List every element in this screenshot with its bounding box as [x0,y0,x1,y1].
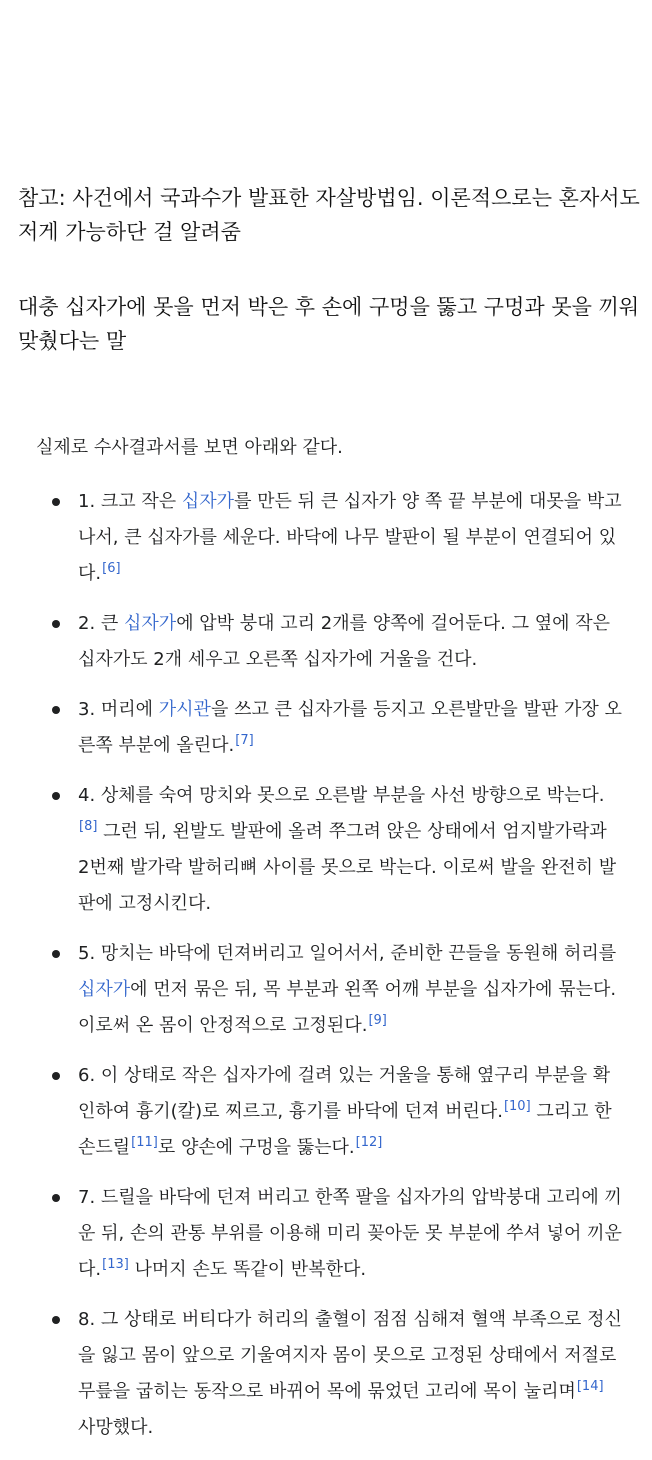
bullet-dot [52,1316,60,1324]
item-text: 에 먼저 묶은 뒤, 목 부분과 왼쪽 어깨 부분을 십자가에 묶는다. 이로써 온 몸이 안정적으로 고정된다. [78,979,617,1036]
item-text: 1. 크고 작은 [78,491,182,512]
list-item [0,606,652,678]
item-text: 을 쓰고 큰 십자가를 등지고 오른발만을 발판 가장 오른쪽 부분에 올린다. [78,699,622,756]
citation-link[interactable]: [8] [79,819,98,834]
cross-link[interactable]: 십자가 [124,613,177,634]
bullet-dot [52,498,60,506]
citation-link[interactable]: [6] [102,561,121,576]
item-text: 5. 망치는 바닥에 던져버리고 일어서서, 준비한 끈들을 동원해 허리를 [78,943,617,964]
note-line-2: 대충 십자가에 못을 먼저 박은 후 손에 구멍을 뚫고 구멍과 못을 끼워 맞췄다는 말 [18,295,640,353]
item-text: 8. 그 상태로 버티다가 허리의 출혈이 점점 심해져 혈액 부족으로 정신을 잃고 몸이 앞으로 기울여지자 몸이 못으로 고정된 상태에서 저절로 무릎을 굽히는 동작으로 바뀌어 목에 묶었던 고리에 목이 눌리며 [78,1309,622,1402]
bullet-dot [52,950,60,958]
bullet-dot [52,1072,60,1080]
citation-link[interactable]: [13] [102,1257,129,1272]
citation-link[interactable]: [7] [235,733,254,748]
item-text: 사망했다. [78,1417,154,1438]
citation-link[interactable]: [10] [503,1099,531,1114]
item-text: 2. 큰 [78,613,125,634]
citation-link[interactable]: [9] [368,1013,387,1028]
list-item [0,778,652,922]
item-text: 로 양손에 구멍을 뚫는다. [157,1137,355,1158]
item-text: 4. 상체를 숙여 망치와 못으로 오른발 부분을 사선 방향으로 박는다. [78,785,605,806]
item-text: 나머지 손도 똑같이 반복한다. [128,1259,367,1280]
bullet-dot [52,1194,60,1202]
investigation-steps-list [0,484,652,1460]
item-text: 에 압박 붕대 고리 2개를 양쪽에 걸어둔다. 그 옆에 작은 십자가도 2개 세우고 오른쪽 십자가에 거울을 건다. [78,613,611,670]
bullet-dot [52,706,60,714]
list-item [0,1058,652,1166]
note-line-1: 참고: 사건에서 국과수가 발표한 자살방법임. 이론적으로는 혼자서도 저게 가능하단 걸 알려줌 [18,186,640,244]
item-text: 6. 이 상태로 작은 십자가에 걸려 있는 거울을 통해 옆구리 부분을 확인하여 흉기(칼)로 찌르고, 흉기를 바닥에 던져 버린다. [78,1065,611,1122]
item-text: 7. 드릴을 바닥에 던져 버리고 한쪽 팔을 십자가의 압박붕대 고리에 끼운 뒤, 손의 관통 부위를 이용해 미리 꽂아둔 못 부분에 쑤셔 넣어 끼운다. [78,1187,622,1280]
list-item [0,1180,652,1288]
item-text: 를 만든 뒤 큰 십자가 양 쪽 끝 부분에 대못을 박고 나서, 큰 십자가를 세운다. 바닥에 나무 발판이 될 부분이 연결되어 있다. [78,491,622,584]
citation-link[interactable]: [11] [131,1135,158,1150]
list-item [0,484,652,592]
bullet-dot [52,792,60,800]
item-text: 그런 뒤, 왼발도 발판에 올려 쭈그려 앉은 상태에서 엄지발가락과 2번째 발가락 발허리뼈 사이를 못으로 박는다. 이로써 발을 완전히 발판에 고정시킨다. [78,821,617,914]
list-item [0,692,652,764]
intro-text: 실제로 수사결과서를 보면 아래와 같다. [36,437,343,458]
list-item [0,936,652,1044]
bullet-dot [52,620,60,628]
item-text: 3. 머리에 [78,699,159,720]
cross-link[interactable]: 십자가 [78,979,131,1000]
citation-link[interactable]: [14] [576,1379,604,1394]
crown-of-thorns-link[interactable]: 가시관 [158,699,211,720]
item-text: 그리고 한손드릴 [78,1101,612,1158]
citation-link[interactable]: [12] [355,1135,383,1150]
list-item [0,1302,652,1446]
cross-link[interactable]: 십자가 [181,491,235,512]
